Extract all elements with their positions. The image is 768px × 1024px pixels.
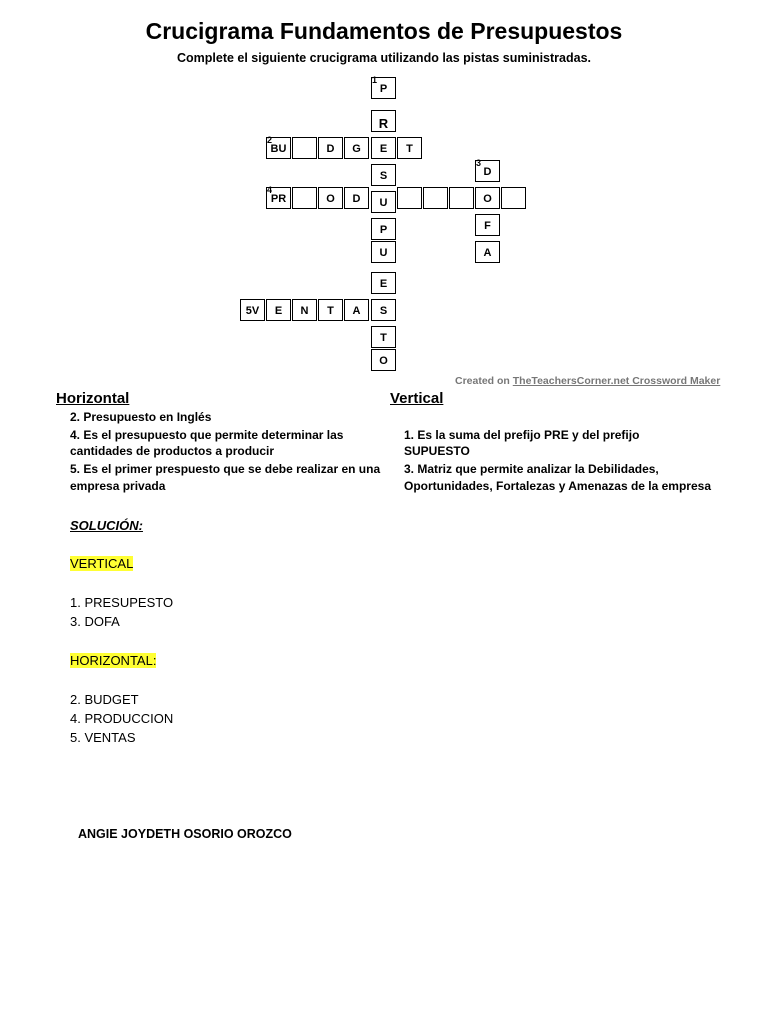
cell-letter: N (300, 305, 309, 317)
crossword-cell (371, 164, 396, 186)
cell-letter: A (483, 247, 492, 259)
cell-letter: E (379, 278, 388, 290)
crossword-cell (475, 160, 500, 182)
credit-line (455, 375, 720, 387)
crossword-cell (371, 137, 396, 159)
crossword-cell (344, 187, 369, 209)
crossword-cell (475, 187, 500, 209)
crossword-cell (371, 299, 396, 321)
cell-letter: 5V (245, 305, 260, 317)
cell-number: 2 (267, 135, 273, 145)
vertical-heading: Vertical (390, 390, 444, 407)
horizontal-clue: cantidades de productos a producir (70, 444, 275, 458)
cell-letter: S (379, 170, 388, 182)
crossword-cell (475, 241, 500, 263)
crossword-cell (240, 299, 265, 321)
crossword-cell (501, 187, 526, 209)
horizontal-heading: Horizontal (56, 390, 130, 407)
cell-letter: T (406, 143, 413, 155)
cell-letter: U (379, 247, 388, 259)
solution-item: 1. PRESUPESTO (70, 595, 174, 610)
cell-letter: U (379, 197, 388, 209)
crossword-cell (449, 187, 474, 209)
cell-letter: A (352, 305, 361, 317)
solution-heading: SOLUCIÓN: (70, 518, 143, 533)
horizontal-clue: 4. Es el presupuesto que permite determinar las (70, 428, 344, 442)
crossword-cell (371, 110, 396, 132)
crossword-cell (371, 349, 396, 371)
page-title: Crucigrama Fundamentos de Presupuestos (145, 18, 623, 44)
cell-letter: O (379, 355, 388, 367)
cell-letter: PR (270, 193, 287, 205)
crossword-cell (397, 137, 422, 159)
cell-letter: D (483, 166, 492, 178)
crossword-cell (344, 137, 369, 159)
horizontal-clue: 5. Es el primer prespuesto que se debe realizar en una (70, 462, 381, 476)
crossword-cell (371, 77, 396, 99)
crossword-cell (292, 187, 317, 209)
crossword-cell (371, 272, 396, 294)
crossword-cell (397, 187, 422, 209)
crossword-cell (371, 326, 396, 348)
crossword-cell (266, 137, 291, 159)
solution-item: 5. VENTAS (70, 730, 136, 745)
credit-prefix: Created on (455, 375, 510, 387)
vertical-clue: 1. Es la suma del prefijo PRE y del prefijo (404, 428, 640, 442)
cell-number: 4 (267, 185, 273, 195)
cell-letter: E (379, 143, 388, 155)
horizontal-clue: empresa privada (70, 479, 166, 493)
solution-item: 4. PRODUCCION (70, 711, 174, 726)
solution-horizontal-label: HORIZONTAL: (70, 653, 157, 668)
crossword-cell (318, 299, 343, 321)
cell-letter: D (326, 143, 335, 155)
cell-letter: BU (270, 143, 287, 155)
crossword-cell (266, 299, 291, 321)
author-name: ANGIE JOYDETH OSORIO OROZCO (78, 827, 292, 841)
cell-letter: G (352, 143, 361, 155)
horizontal-clue: 2. Presupuesto en Inglés (70, 410, 212, 424)
solution-item: 2. BUDGET (70, 692, 139, 707)
cell-letter: O (326, 193, 335, 205)
crossword-cell (344, 299, 369, 321)
cell-letter: P (379, 224, 388, 236)
vertical-clue: SUPUESTO (404, 444, 470, 458)
cell-number: 3 (476, 158, 482, 168)
cell-letter: E (274, 305, 283, 317)
vertical-clue: Oportunidades, Fortalezas y Amenazas de la empresa (404, 479, 711, 493)
credit-link[interactable]: TheTeachersCorner.net Crossword Maker (512, 375, 721, 387)
instructions: Complete el siguiente crucigrama utilizando las pistas suministradas. (176, 51, 591, 65)
crossword-cell (423, 187, 448, 209)
cell-letter: T (327, 305, 334, 317)
crossword-cell (371, 241, 396, 263)
crossword-cell (371, 191, 396, 213)
cell-letter: O (483, 193, 492, 205)
cell-letter: D (352, 193, 361, 205)
crossword-cell (318, 187, 343, 209)
crossword-cell (371, 218, 396, 240)
crossword-cell (266, 187, 291, 209)
solution-vertical-label: VERTICAL (70, 556, 134, 571)
crossword-cell (292, 299, 317, 321)
cell-number: 1 (372, 75, 378, 85)
solution-item: 3. DOFA (70, 614, 120, 629)
cell-letter: P (379, 83, 388, 95)
cell-letter: T (380, 332, 387, 344)
crossword-cell (318, 137, 343, 159)
crossword-cell (292, 137, 317, 159)
cell-letter: S (379, 305, 388, 317)
cell-letter: R (378, 116, 389, 131)
crossword-cell (475, 214, 500, 236)
cell-letter: F (484, 220, 491, 232)
vertical-clue: 3. Matriz que permite analizar la Debilidades, (404, 462, 659, 476)
